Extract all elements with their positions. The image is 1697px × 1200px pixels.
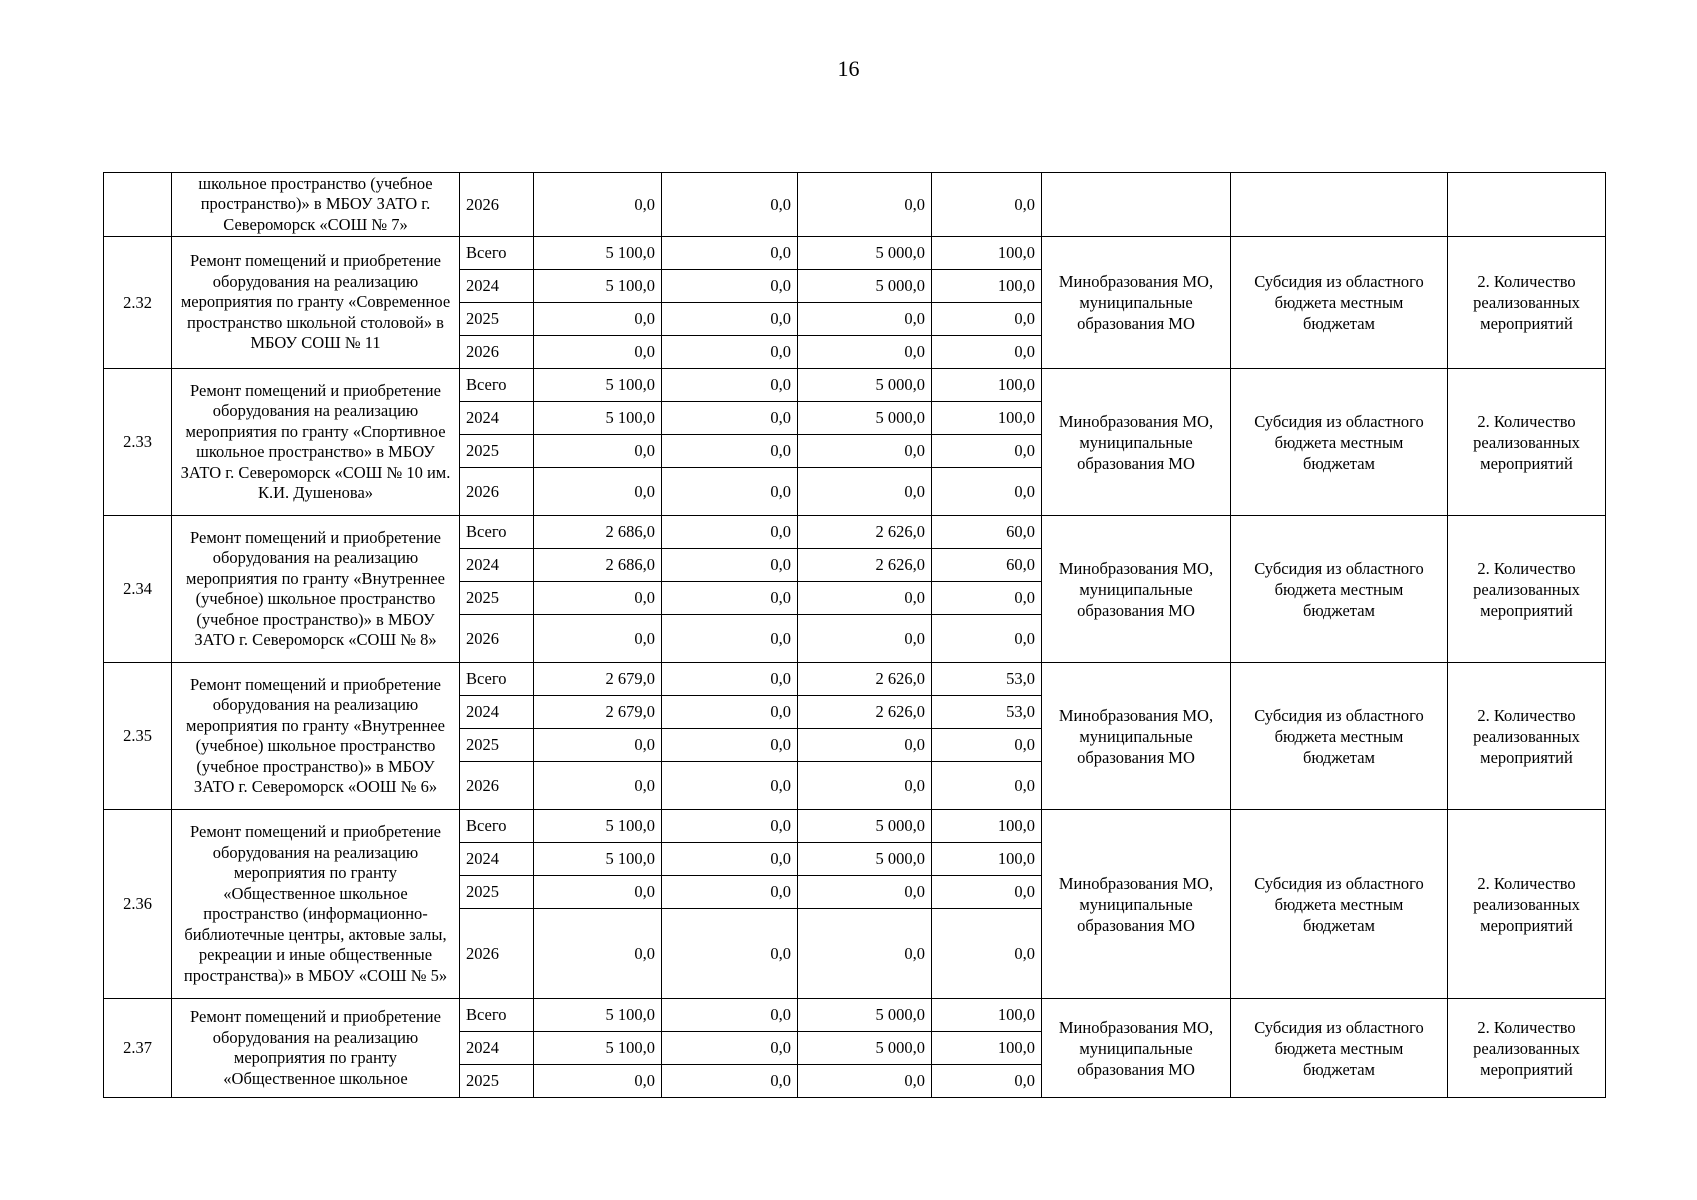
regional-amount: 0,0 [798,909,932,999]
activity-description: Ремонт помещений и приобретение оборудования на реализацию мероприятия по гранту «Общественное школьное [172,999,460,1098]
year-cell: 2025 [460,876,534,909]
year-cell: 2026 [460,909,534,999]
activity-number: 2.34 [104,516,172,663]
federal-amount: 0,0 [662,435,798,468]
activity-number: 2.36 [104,810,172,999]
total-amount: 5 100,0 [534,369,662,402]
indicator-cell: 2. Количество реализованных мероприятий [1448,516,1606,663]
year-cell: 2026 [460,336,534,369]
executor-cell: Минобразования МО, муниципальные образования МО [1042,516,1231,663]
federal-amount: 0,0 [662,663,798,696]
local-amount: 100,0 [932,843,1042,876]
year-cell: Всего [460,369,534,402]
local-amount: 0,0 [932,336,1042,369]
table-row [104,173,1606,237]
regional-amount: 0,0 [798,615,932,663]
federal-amount: 0,0 [662,402,798,435]
local-amount: 100,0 [932,999,1042,1032]
federal-amount: 0,0 [662,909,798,999]
federal-amount: 0,0 [662,729,798,762]
local-amount: 53,0 [932,663,1042,696]
regional-amount: 0,0 [798,876,932,909]
total-amount: 2 679,0 [534,696,662,729]
total-amount: 0,0 [534,615,662,663]
table-row [104,810,1606,843]
indicator-cell: 2. Количество реализованных мероприятий [1448,663,1606,810]
local-amount: 0,0 [932,729,1042,762]
year-cell: 2026 [460,615,534,663]
year-cell: Всего [460,237,534,270]
activity-number: 2.37 [104,999,172,1098]
executor-cell: Минобразования МО, муниципальные образования МО [1042,999,1231,1098]
table-row [104,369,1606,402]
table-row [104,663,1606,696]
total-amount: 0,0 [534,336,662,369]
table-row [104,999,1606,1032]
regional-amount: 5 000,0 [798,999,932,1032]
total-amount: 0,0 [534,729,662,762]
activity-number: 2.33 [104,369,172,516]
year-cell: 2024 [460,696,534,729]
local-amount: 0,0 [932,435,1042,468]
activity-description: Ремонт помещений и приобретение оборудования на реализацию мероприятия по гранту «Внутреннее (учебное) школьное пространство (учебное пространство)» в МБОУ ЗАТО г. Североморск «ООШ № 6» [172,663,460,810]
total-amount: 0,0 [534,876,662,909]
federal-amount: 0,0 [662,468,798,516]
local-amount: 0,0 [932,173,1042,237]
local-amount: 0,0 [932,468,1042,516]
year-cell: 2024 [460,549,534,582]
year-cell: 2025 [460,1065,534,1098]
total-amount: 5 100,0 [534,1032,662,1065]
federal-amount: 0,0 [662,1065,798,1098]
funding-source-cell: Субсидия из областного бюджета местным бюджетам [1231,999,1448,1098]
regional-amount: 5 000,0 [798,369,932,402]
total-amount: 5 100,0 [534,843,662,876]
total-amount: 0,0 [534,1065,662,1098]
year-cell: 2025 [460,435,534,468]
year-cell: Всего [460,999,534,1032]
total-amount: 2 679,0 [534,663,662,696]
regional-amount: 0,0 [798,1065,932,1098]
regional-amount: 2 626,0 [798,663,932,696]
total-amount: 0,0 [534,468,662,516]
table-row [104,516,1606,549]
regional-amount: 0,0 [798,582,932,615]
activity-description: Ремонт помещений и приобретение оборудования на реализацию мероприятия по гранту «Внутреннее (учебное) школьное пространство (учебное пространство)» в МБОУ ЗАТО г. Североморск «СОШ № 8» [172,516,460,663]
local-amount: 100,0 [932,810,1042,843]
local-amount: 53,0 [932,696,1042,729]
federal-amount: 0,0 [662,1032,798,1065]
activity-number: 2.32 [104,237,172,369]
year-cell: 2025 [460,729,534,762]
indicator-cell: 2. Количество реализованных мероприятий [1448,369,1606,516]
regional-amount: 2 626,0 [798,516,932,549]
activity-number [104,173,172,237]
federal-amount: 0,0 [662,549,798,582]
regional-amount: 5 000,0 [798,1032,932,1065]
local-amount: 0,0 [932,1065,1042,1098]
total-amount: 0,0 [534,762,662,810]
regional-amount: 0,0 [798,729,932,762]
local-amount: 0,0 [932,762,1042,810]
local-amount: 100,0 [932,237,1042,270]
activity-description: Ремонт помещений и приобретение оборудования на реализацию мероприятия по гранту «Общественное школьное пространство (информационно-библиотечные центры, актовые залы, рекреации и иные общественные пространства)» в МБОУ «СОШ № 5» [172,810,460,999]
indicator-cell: 2. Количество реализованных мероприятий [1448,810,1606,999]
year-cell: 2024 [460,1032,534,1065]
funding-source-cell: Субсидия из областного бюджета местным бюджетам [1231,369,1448,516]
total-amount: 0,0 [534,909,662,999]
year-cell: 2024 [460,270,534,303]
activity-description: Ремонт помещений и приобретение оборудования на реализацию мероприятия по гранту «Спортивное школьное пространство» в МБОУ ЗАТО г. Североморск «СОШ № 10 им. К.И. Душенова» [172,369,460,516]
local-amount: 0,0 [932,582,1042,615]
regional-amount: 5 000,0 [798,810,932,843]
regional-amount: 2 626,0 [798,696,932,729]
year-cell: Всего [460,516,534,549]
funding-source-cell: Субсидия из областного бюджета местным бюджетам [1231,237,1448,369]
local-amount: 100,0 [932,369,1042,402]
federal-amount: 0,0 [662,173,798,237]
federal-amount: 0,0 [662,615,798,663]
federal-amount: 0,0 [662,237,798,270]
total-amount: 5 100,0 [534,810,662,843]
regional-amount: 0,0 [798,173,932,237]
local-amount: 60,0 [932,516,1042,549]
local-amount: 100,0 [932,270,1042,303]
regional-amount: 5 000,0 [798,402,932,435]
federal-amount: 0,0 [662,843,798,876]
total-amount: 0,0 [534,435,662,468]
federal-amount: 0,0 [662,369,798,402]
local-amount: 0,0 [932,909,1042,999]
total-amount: 5 100,0 [534,237,662,270]
year-cell: Всего [460,810,534,843]
total-amount: 5 100,0 [534,270,662,303]
federal-amount: 0,0 [662,516,798,549]
federal-amount: 0,0 [662,696,798,729]
regional-amount: 0,0 [798,336,932,369]
executor-cell: Минобразования МО, муниципальные образования МО [1042,810,1231,999]
indicator-cell: 2. Количество реализованных мероприятий [1448,237,1606,369]
program-activities-table [103,172,1606,1098]
regional-amount: 0,0 [798,435,932,468]
local-amount: 0,0 [932,303,1042,336]
regional-amount: 0,0 [798,762,932,810]
year-cell: 2026 [460,468,534,516]
executor-cell: Минобразования МО, муниципальные образования МО [1042,663,1231,810]
executor-cell [1042,173,1231,237]
total-amount: 0,0 [534,582,662,615]
year-cell: 2024 [460,402,534,435]
regional-amount: 0,0 [798,468,932,516]
funding-source-cell: Субсидия из областного бюджета местным бюджетам [1231,810,1448,999]
total-amount: 0,0 [534,303,662,336]
executor-cell: Минобразования МО, муниципальные образования МО [1042,237,1231,369]
federal-amount: 0,0 [662,303,798,336]
year-cell: 2025 [460,303,534,336]
year-cell: 2024 [460,843,534,876]
total-amount: 2 686,0 [534,549,662,582]
regional-amount: 5 000,0 [798,270,932,303]
indicator-cell: 2. Количество реализованных мероприятий [1448,999,1606,1098]
regional-amount: 5 000,0 [798,237,932,270]
federal-amount: 0,0 [662,336,798,369]
total-amount: 5 100,0 [534,999,662,1032]
page-number: 16 [837,56,860,81]
indicator-cell [1448,173,1606,237]
activity-description: школьное пространство (учебное пространство)» в МБОУ ЗАТО г. Североморск «СОШ № 7» [172,173,460,237]
federal-amount: 0,0 [662,270,798,303]
year-cell: 2026 [460,762,534,810]
activity-number: 2.35 [104,663,172,810]
local-amount: 0,0 [932,615,1042,663]
regional-amount: 5 000,0 [798,843,932,876]
total-amount: 0,0 [534,173,662,237]
activity-description: Ремонт помещений и приобретение оборудования на реализацию мероприятия по гранту «Современное пространство школьной столовой» в МБОУ СОШ № 11 [172,237,460,369]
federal-amount: 0,0 [662,762,798,810]
total-amount: 2 686,0 [534,516,662,549]
year-cell: 2026 [460,173,534,237]
regional-amount: 0,0 [798,303,932,336]
local-amount: 60,0 [932,549,1042,582]
table-row [104,237,1606,270]
executor-cell: Минобразования МО, муниципальные образования МО [1042,369,1231,516]
local-amount: 100,0 [932,402,1042,435]
funding-source-cell [1231,173,1448,237]
federal-amount: 0,0 [662,876,798,909]
funding-source-cell: Субсидия из областного бюджета местным бюджетам [1231,516,1448,663]
year-cell: Всего [460,663,534,696]
local-amount: 100,0 [932,1032,1042,1065]
funding-source-cell: Субсидия из областного бюджета местным бюджетам [1231,663,1448,810]
regional-amount: 2 626,0 [798,549,932,582]
local-amount: 0,0 [932,876,1042,909]
federal-amount: 0,0 [662,582,798,615]
federal-amount: 0,0 [662,999,798,1032]
total-amount: 5 100,0 [534,402,662,435]
federal-amount: 0,0 [662,810,798,843]
year-cell: 2025 [460,582,534,615]
